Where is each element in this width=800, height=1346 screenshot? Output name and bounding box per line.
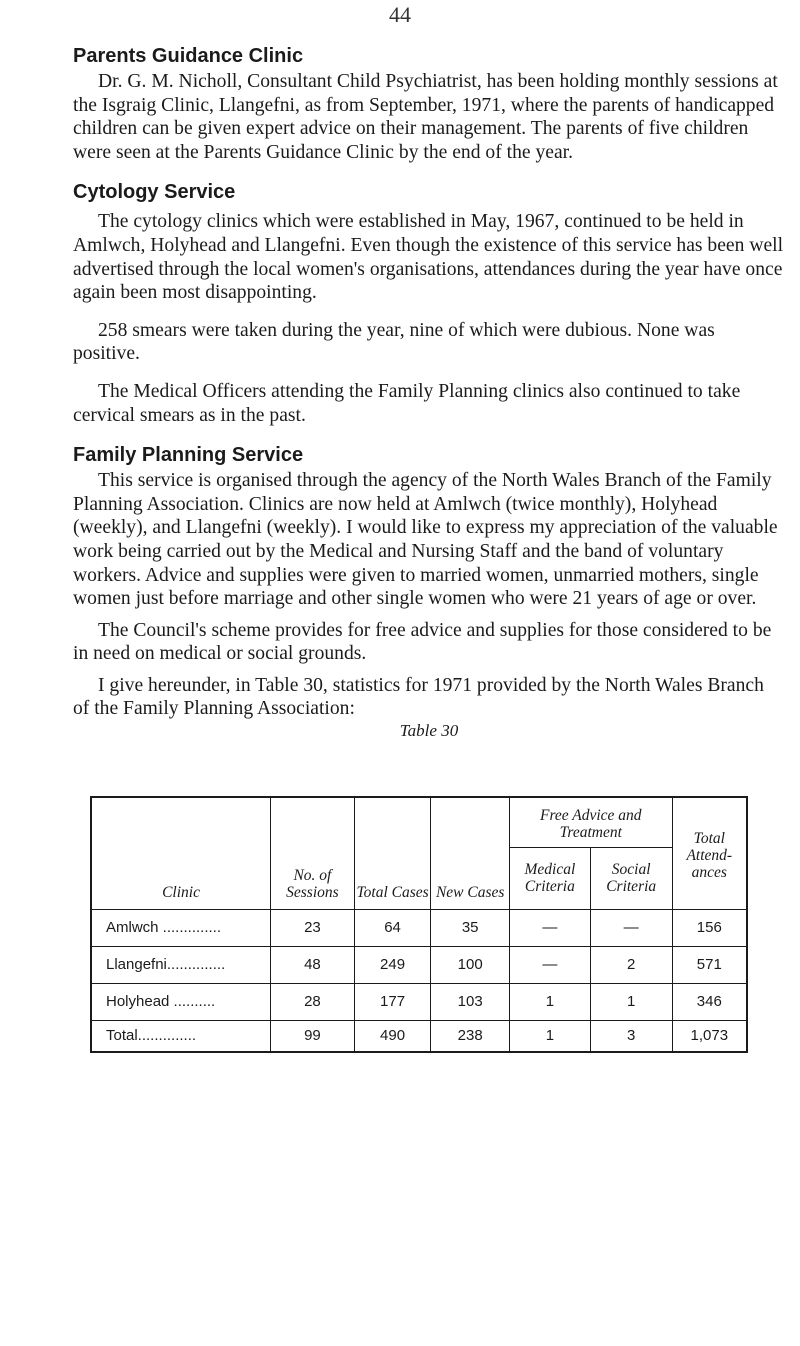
paragraph: I give hereunder, in Table 30, statistics for 1971 provided by the North Wales Branch of the Family Planning Association: (73, 674, 764, 720)
table-row (91, 946, 747, 983)
cell-clinic: Holyhead .......... (91, 983, 271, 1020)
cell-clinic: Total.............. (91, 1020, 271, 1052)
paragraph: Dr. G. M. Nicholl, Consultant Child Psychiatrist, has been holding monthly sessions at the Isgraig Clinic, Llangefni, as from September, 1971, where the parents of handicapped children can be given expert advice on their management. The parents of five children were seen at the Parents Guidance Clinic by the end of the year. (73, 71, 778, 163)
cell-clinic: Llangefni.............. (91, 946, 271, 983)
cell-new-cases: 100 (431, 946, 510, 983)
cell-social: — (590, 909, 672, 946)
header-free-advice: Free Advice and Treatment (509, 797, 672, 847)
cell-total-cases: 177 (354, 983, 431, 1020)
cell-new-cases: 238 (431, 1020, 510, 1052)
cell-medical: 1 (509, 983, 590, 1020)
cell-attendances: 571 (672, 946, 747, 983)
cell-sessions: 23 (271, 909, 355, 946)
paragraph: The cytology clinics which were established in May, 1967, continued to be held in Amlwch, Holyhead and Llangefni. Even though the existence of this service has been well advertised through the local women's organisations, attendances during the year have once again been most disappointing. (73, 211, 784, 304)
cell-total-cases: 490 (354, 1020, 431, 1052)
cell-attendances: 1,073 (672, 1020, 747, 1052)
cell-social: 3 (590, 1020, 672, 1052)
header-clinic: Clinic (91, 797, 271, 909)
header-medical-criteria: Medical Criteria (509, 847, 590, 909)
table-caption: Table 30 (399, 721, 459, 741)
cell-new-cases: 35 (431, 909, 510, 946)
header-social-criteria: Social Criteria (590, 847, 672, 909)
family-planning-table (90, 796, 748, 1053)
table-row (91, 983, 747, 1020)
page-number: 44 (389, 2, 411, 27)
section-heading-parents-guidance: Parents Guidance Clinic (73, 45, 304, 67)
paragraph: This service is organised through the agency of the North Wales Branch of the Family Planning Association. Clinics are now held at Amlwch (twice monthly), Holyhead (weekly), and Llangefni (weekly). I would like to express my appreciation of the valuable work being carried out by the Medical and Nursing Staff and the band of voluntary workers. Advice and supplies were given to married women, unmarried mothers, single women just before marriage and other single women who were 21 years of age or over. (73, 470, 778, 610)
cell-sessions: 48 (271, 946, 355, 983)
table-row (91, 909, 747, 946)
cell-medical: — (509, 946, 590, 983)
cell-total-cases: 64 (354, 909, 431, 946)
cell-total-cases: 249 (354, 946, 431, 983)
section-heading-cytology: Cytology Service (73, 181, 236, 204)
cell-attendances: 156 (672, 909, 747, 946)
header-total-attendances: Total Attend- ances (672, 797, 747, 909)
cell-medical: — (509, 909, 590, 946)
cell-new-cases: 103 (431, 983, 510, 1020)
cell-social: 2 (590, 946, 672, 983)
cell-medical: 1 (509, 1020, 590, 1052)
cell-sessions: 99 (271, 1020, 355, 1052)
header-total-cases: Total Cases (354, 797, 431, 909)
paragraph: 258 smears were taken during the year, nine of which were dubious. None was positive. (73, 319, 715, 365)
cell-attendances: 346 (672, 983, 747, 1020)
paragraph: The Council's scheme provides for free advice and supplies for those considered to be in need on medical or social grounds. (73, 619, 772, 665)
cell-clinic: Amlwch .............. (91, 909, 271, 946)
section-heading-family-planning: Family Planning Service (73, 444, 304, 467)
cell-social: 1 (590, 983, 672, 1020)
document-body (73, 42, 785, 741)
header-sessions: No. of Sessions (271, 797, 355, 909)
cell-sessions: 28 (271, 983, 355, 1020)
table-total-row (91, 1020, 747, 1052)
header-new-cases: New Cases (431, 797, 510, 909)
paragraph: The Medical Officers attending the Family Planning clinics also continued to take cervical smears as in the past. (73, 380, 741, 426)
